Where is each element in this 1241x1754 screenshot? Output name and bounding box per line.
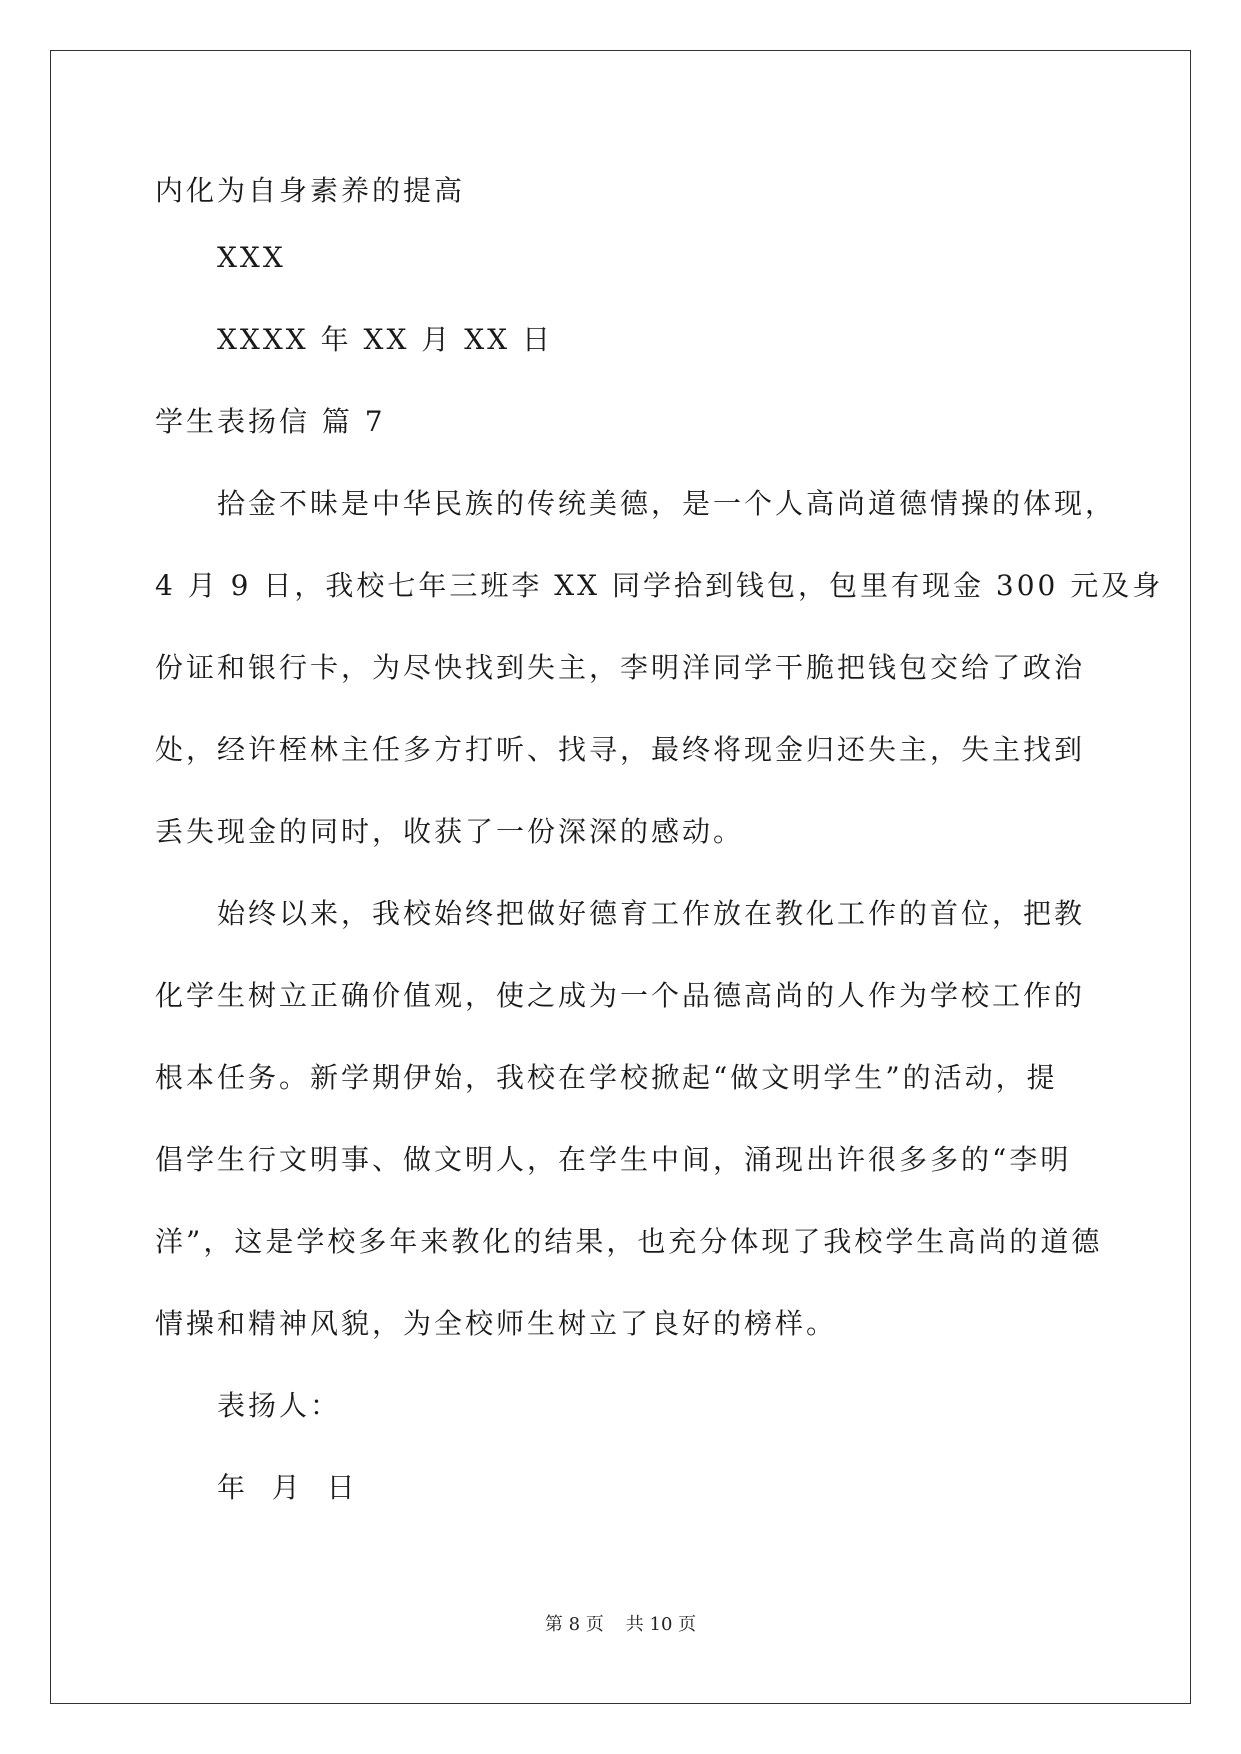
page-number: 第 8 页 [544, 1614, 604, 1635]
paragraph-line: 化学生树立正确价值观，使之成为一个品德高尚的人作为学校工作的 [155, 979, 1086, 1012]
paragraph-line: 份证和银行卡，为尽快找到失主，李明洋同学干脆把钱包交给了政治 [155, 651, 1086, 684]
section-heading: 学生表扬信 篇 7 [155, 405, 386, 438]
paragraph-line: 处，经许桎林主任多方打听、找寻，最终将现金归还失主，失主找到 [155, 733, 1086, 766]
paragraph-line: 洋”，这是学校多年来教化的结果，也充分体现了我校学生高尚的道德 [155, 1225, 1103, 1258]
paragraph-line: 始终以来，我校始终把做好德育工作放在教化工作的首位，把教 [217, 897, 1086, 930]
paragraph-line: 4 月 9 日，我校七年三班李 XX 同学拾到钱包，包里有现金 300 元及身 [155, 569, 1164, 602]
page-total: 共 10 页 [625, 1614, 697, 1635]
date-placeholder: 年 月 日 [217, 1471, 358, 1504]
paragraph-line: 情操和精神风貌，为全校师生树立了良好的榜样。 [155, 1307, 838, 1340]
signature-date: XXXX 年 XX 月 XX 日 [217, 323, 553, 356]
paragraph-line: 拾金不昧是中华民族的传统美德，是一个人高尚道德情操的体现， [217, 487, 1117, 520]
page-footer [0, 1610, 1241, 1636]
praiser-label: 表扬人： [217, 1389, 342, 1422]
paragraph-line: 倡学生行文明事、做文明人，在学生中间，涌现出许很多多的“李明 [155, 1143, 1072, 1176]
signature-name: XXX [217, 241, 286, 274]
text-line: 内化为自身素养的提高 [155, 174, 466, 207]
paragraph-line: 根本任务。新学期伊始，我校在学校掀起“做文明学生”的活动，提 [155, 1061, 1058, 1094]
document-body [155, 165, 1164, 1529]
paragraph-line: 丢失现金的同时，收获了一份深深的感动。 [155, 815, 745, 848]
